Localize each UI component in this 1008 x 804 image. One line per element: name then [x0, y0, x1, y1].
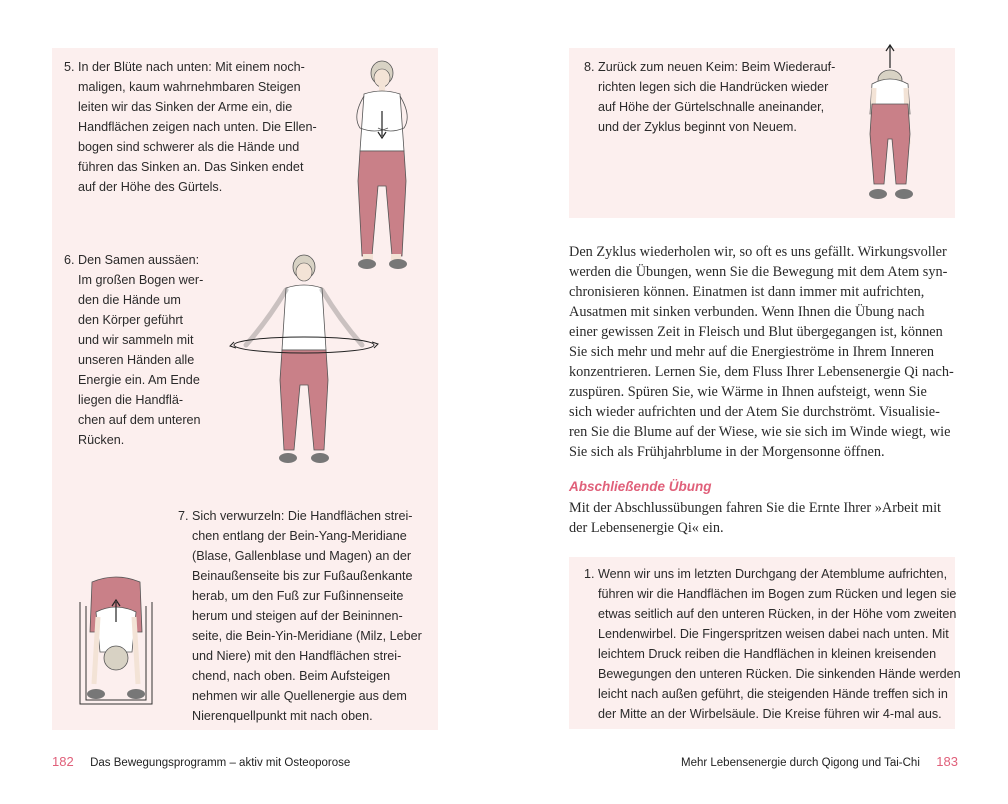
text-line: Energie ein. Am Ende [78, 373, 200, 387]
text-line: auf Höhe der Gürtelschnalle aneinander, [598, 100, 825, 114]
text-line: Den Zyklus wiederholen wir, so oft es uns gefällt. Wirkungsvoller [569, 244, 947, 260]
text-line: Sie sich als Frühjahrblume in der Morgensonne öffnen. [569, 444, 885, 460]
footer-right [681, 754, 958, 769]
text-line: Sie sich mehr und mehr auf die Energieströme in Ihrem Inneren [569, 344, 934, 360]
text-line: richten legen sich die Handrücken wieder [598, 80, 829, 94]
text-line: etwas seitlich auf den unteren Rücken, in der Höhe vom zweiten [598, 607, 957, 621]
text-line: führen wir die Handflächen im Bogen zum Rücken und legen sie [598, 587, 957, 601]
final-step-1 [584, 564, 961, 724]
text-line: Bewegungen den unteren Rücken. Die sinkenden Hände werden [598, 667, 961, 681]
body-paragraph-2 [569, 498, 941, 538]
figure-bent-forward-hands-to-feet-icon [70, 572, 162, 712]
step-number: 1. [584, 567, 595, 581]
step-number: 7. [178, 509, 189, 523]
running-title: Das Bewegungsprogramm – aktiv mit Osteoporose [90, 757, 351, 769]
text-line: Nierenquellpunkt mit nach oben. [192, 709, 373, 723]
step-5 [64, 57, 317, 197]
text-line: leichtem Druck reiben die Handflächen in kleinen kreisenden [598, 647, 937, 661]
text-line: Wenn wir uns im letzten Durchgang der Atemblume aufrichten, [598, 567, 948, 581]
text-line: zuspüren. Spüren Sie, wie Wärme in Ihnen aufsteigt, wenn Sie [569, 384, 927, 400]
text-line: liegen die Handflä- [78, 393, 184, 407]
text-line: Ausatmen mit sinken verbunden. Wenn Ihnen die Übung nach [569, 304, 925, 320]
text-line: chronisieren können. Einatmen ist dann immer mit aufrichten, [569, 284, 925, 300]
figure-arms-circling-icon [228, 250, 384, 472]
text-line: Rücken. [78, 433, 125, 447]
step-7 [178, 506, 422, 726]
text-line: auf der Höhe des Gürtels. [78, 180, 223, 194]
text-line: und der Zyklus beginnt von Neuem. [598, 120, 797, 134]
text-line: den die Hände um [78, 293, 181, 307]
step-number: 8. [584, 60, 595, 74]
text-line: Sich verwurzeln: Die Handflächen strei- [192, 509, 413, 523]
text-line: herab, um den Fuß zur Fußinnenseite [192, 589, 404, 603]
text-line: Zurück zum neuen Keim: Beim Wiederauf- [598, 60, 836, 74]
section-heading: Abschließende Übung [569, 479, 712, 494]
text-line: Lendenwirbel. Die Fingerspritzen weisen dabei nach unten. Mit [598, 627, 949, 641]
footer-left [52, 754, 350, 769]
text-line: herum und steigen auf der Beininnen- [192, 609, 403, 623]
text-line: und Niere) mit den Handflächen strei- [192, 649, 402, 663]
step-6 [64, 250, 203, 450]
text-line: führen das Sinken an. Das Sinken endet [78, 160, 304, 174]
step-8 [584, 57, 835, 137]
text-line: Beinaußenseite bis zur Fußaußenkante [192, 569, 413, 583]
text-line: bogen sind schwerer als die Hände und [78, 140, 300, 154]
figure-arms-sinking-icon [330, 56, 420, 278]
text-line: chen auf dem unteren [78, 413, 201, 427]
text-line: Mit der Abschlussübungen fahren Sie die Ernte Ihrer »Arbeit mit [569, 500, 942, 516]
text-line: Im großen Bogen wer- [78, 273, 204, 287]
text-line: Den Samen aussäen: [78, 253, 200, 267]
step-number: 6. [64, 253, 75, 267]
text-line: der Lebensenergie Qi« ein. [569, 520, 724, 536]
text-line: nehmen wir alle Quellenergie aus dem [192, 689, 407, 703]
text-line: chend, nach oben. Beim Aufsteigen [192, 669, 391, 683]
text-line: und wir sammeln mit [78, 333, 194, 347]
text-line: der Mitte an der Wirbelsäule. Die Kreise führen wir 4-mal aus. [598, 707, 942, 721]
text-line: seite, die Bein-Yin-Meridiane (Milz, Leber [192, 629, 422, 643]
text-line: den Körper geführt [78, 313, 184, 327]
text-line: Handflächen zeigen nach unten. Die Ellen- [78, 120, 317, 134]
step-number: 5. [64, 60, 75, 74]
text-line: unseren Händen alle [78, 353, 195, 367]
text-line: ren Sie die Blume auf der Wiese, wie sie sich im Winde wiegt, wie [569, 424, 951, 440]
text-line: sich wieder aufrichten und der Atem Sie durchströmt. Visualisie- [569, 404, 940, 420]
text-line: leiten wir das Sinken der Arme ein, die [78, 100, 293, 114]
text-line: konzentrieren. Lernen Sie, dem Fluss Ihrer Lebensenergie Qi nach- [569, 364, 954, 380]
text-line: einer gewissen Zeit in Fleisch und Blut übergegangen ist, können [569, 324, 943, 340]
body-paragraph-1 [569, 242, 954, 462]
page-number: 182 [52, 754, 74, 769]
text-line: werden die Übungen, wenn Sie die Bewegung mit dem Atem syn- [569, 264, 948, 280]
figure-rising-from-bend-icon [850, 44, 930, 214]
text-line: chen entlang der Bein-Yang-Meridiane [192, 529, 407, 543]
text-line: (Blase, Gallenblase und Magen) an der [192, 549, 412, 563]
text-line: maligen, kaum wahrnehmbaren Steigen [78, 80, 301, 94]
running-title: Mehr Lebensenergie durch Qigong und Tai-Chi [681, 757, 920, 769]
text-line: leicht nach außen geführt, die steigenden Hände treffen sich in [598, 687, 948, 701]
page-number: 183 [936, 754, 958, 769]
text-line: In der Blüte nach unten: Mit einem noch- [78, 60, 305, 74]
